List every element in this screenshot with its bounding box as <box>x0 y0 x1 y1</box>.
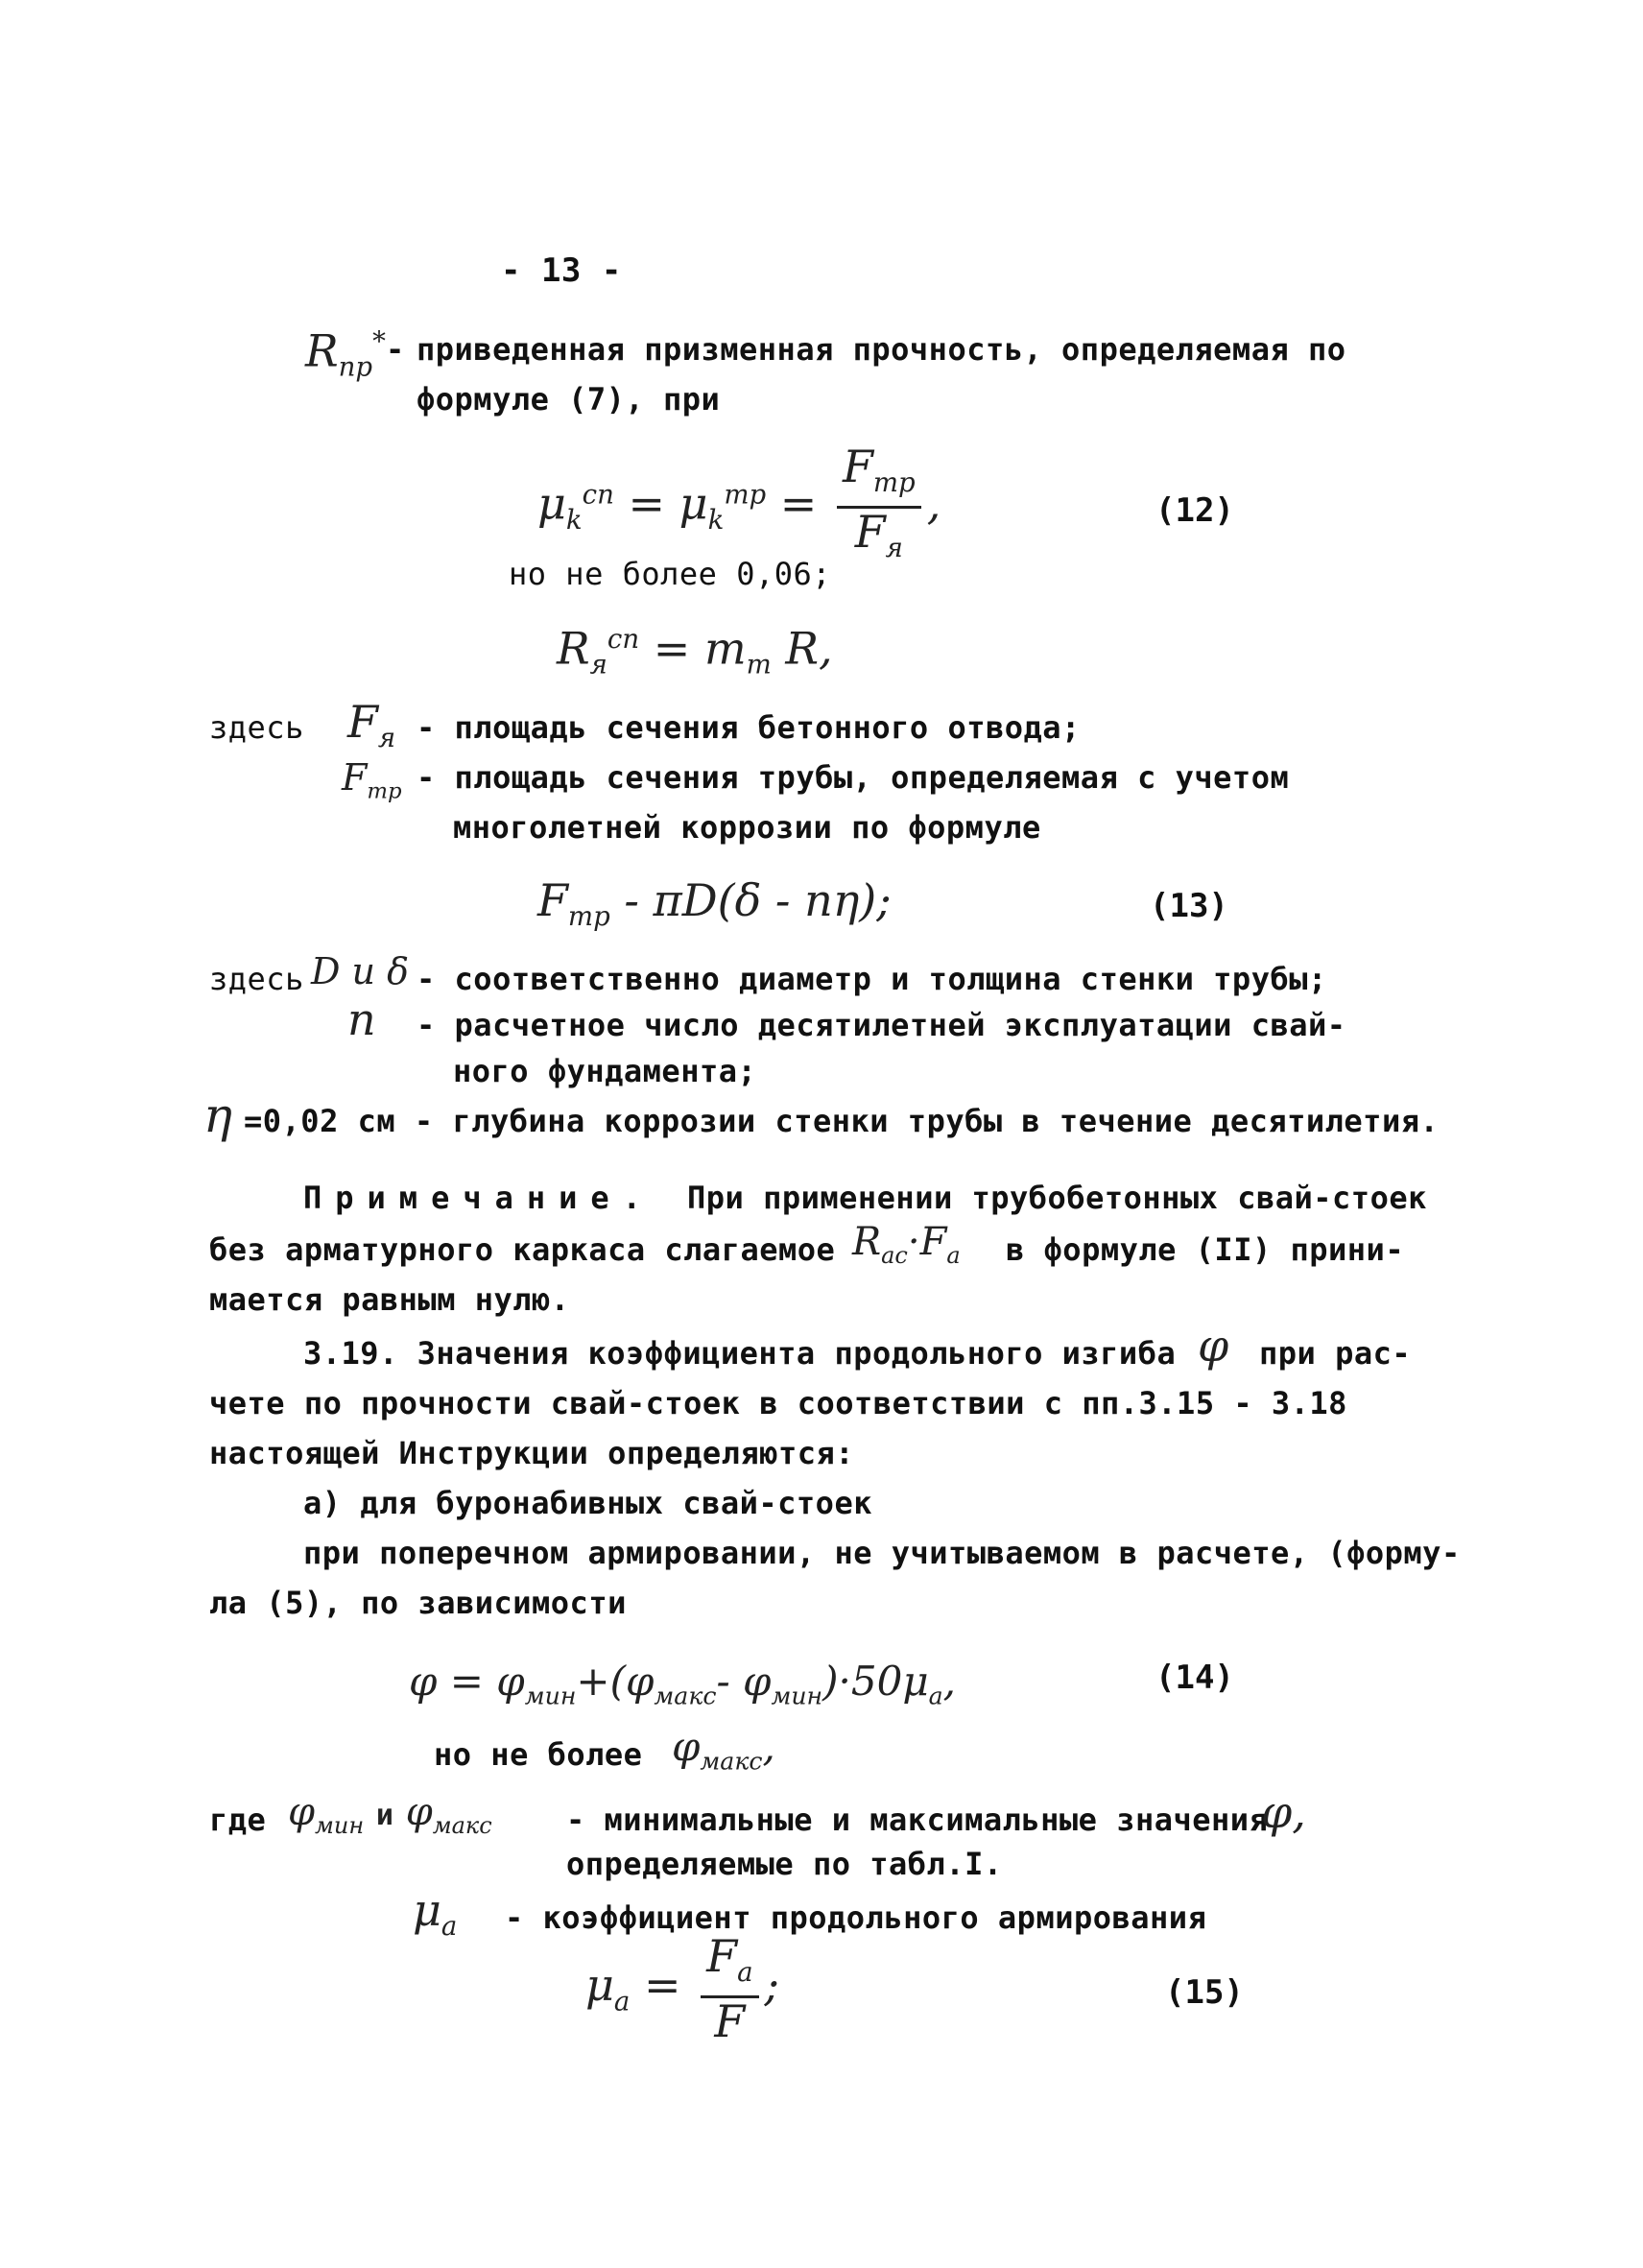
here2-text-n-b: ного фундамента; <box>453 1053 757 1089</box>
where-word: где <box>209 1802 267 1838</box>
here1-text2a: - площадь сечения трубы, определяемая с учетом <box>417 759 1290 796</box>
equation-12: $\mu_k^{сп} = \mu_k^{тр}$ = $\frac{F_{тр}}{F_я}$ , <box>537 443 941 571</box>
equation-number-12: (12) <box>1155 491 1234 530</box>
where-phi-symbol: φ, <box>1261 1786 1306 1838</box>
phi-min-max-symbols: $\varphi_{мин}$ и $\varphi_{макс}$ <box>288 1790 492 1839</box>
here2-text-n-a: - расчетное число десятилетней эксплуатации свай- <box>417 1007 1346 1043</box>
note-line1: При применении трубобетонных свай-стоек <box>687 1180 1427 1216</box>
p319-line6: ла (5), по зависимости <box>209 1585 627 1621</box>
where-text2: определяемые по табл.I. <box>566 1846 1003 1882</box>
p319-line3: настоящей Инструкции определяются: <box>209 1435 855 1471</box>
d-delta-symbols: D и δ <box>311 950 409 992</box>
fraction-12: $\frac{F_{тр}}{F_я}$ <box>837 443 921 571</box>
f-tr-symbol: $F_{тр}$ <box>342 756 402 804</box>
p319-line5: при поперечном армировании, не учитываемом в расчете, (форму- <box>303 1535 1461 1571</box>
note-line2a: без арматурного каркаса слагаемое <box>209 1231 836 1268</box>
r-pr-line1: приведенная призменная прочность, определяемая по <box>417 331 1346 368</box>
equation-13: $F_{тр} - \pi D(\delta - n\eta)$; <box>537 874 892 933</box>
f-ya-symbol: $F_я$ <box>347 696 396 754</box>
equation-14: $\varphi = \varphi_{мин}+(\varphi_{макс}-$ $\varphi_{мин})\cdot 50\mu_а$, <box>409 1658 957 1710</box>
here1-text2b: многолетней коррозии по формуле <box>453 809 1041 846</box>
where-text1: - минимальные и максимальные значения <box>566 1802 1269 1838</box>
here2-text-eta: =0,02 см - глубина коррозии стенки трубы в течение десятилетия. <box>244 1103 1440 1139</box>
equation-number-15: (15) <box>1165 1973 1244 2012</box>
equation-15: $\mu_а$ = $\frac{F_а}{F}$ ; <box>585 1930 780 2048</box>
note-line2b: в формуле (II) прини- <box>1006 1231 1405 1268</box>
r-pr-line2: формуле (7), при <box>417 381 721 418</box>
p319-line2: чете по прочности свай-стоек в соответствии с пп.3.15 - 3.18 <box>209 1385 1347 1421</box>
page-number: - 13 - <box>501 251 622 290</box>
n-symbol: n <box>347 993 376 1045</box>
p319-line4: а) для буронабивных свай-стоек <box>303 1485 872 1521</box>
here2-text1: - соответственно диаметр и толщина стенки трубы; <box>417 961 1327 997</box>
r-ac-fa-symbol: $R_{ас}\cdot F_а$ <box>852 1220 961 1269</box>
p319-line1a: 3.19. Значения коэффициента продольного изгиба <box>303 1335 1177 1372</box>
p319-line1b: при рас- <box>1259 1335 1412 1372</box>
phi-symbol: φ <box>1198 1320 1229 1372</box>
fraction-15: $\frac{F_а}{F}$ <box>701 1933 758 2044</box>
mu-a-symbol: $\mu_а$ <box>413 1884 458 1943</box>
r-pr-dash: - <box>386 331 405 368</box>
not-more-phi-text: но не более <box>434 1736 643 1773</box>
r-sp-formula: $R_я^{сп} = m_т$ R, <box>557 622 833 680</box>
note-line3: мается равным нулю. <box>209 1281 570 1318</box>
eta-symbol: η <box>203 1087 232 1143</box>
phi-max-symbol: $\varphi_{макс}$, <box>672 1723 775 1776</box>
here-word-2: здесь <box>209 961 304 997</box>
mu-def-text: - коэффициент продольного армирования <box>505 1899 1207 1936</box>
not-more-006: но не более 0,06; <box>509 556 832 592</box>
note-label: Примечание. <box>303 1180 655 1216</box>
here1-text1: - площадь сечения бетонного отвода; <box>417 709 1081 746</box>
here-word-1: здесь <box>209 709 304 746</box>
equation-number-13: (13) <box>1150 887 1228 925</box>
r-pr-symbol: $R_{пр}^*$ <box>305 324 386 383</box>
equation-number-14: (14) <box>1155 1659 1234 1697</box>
